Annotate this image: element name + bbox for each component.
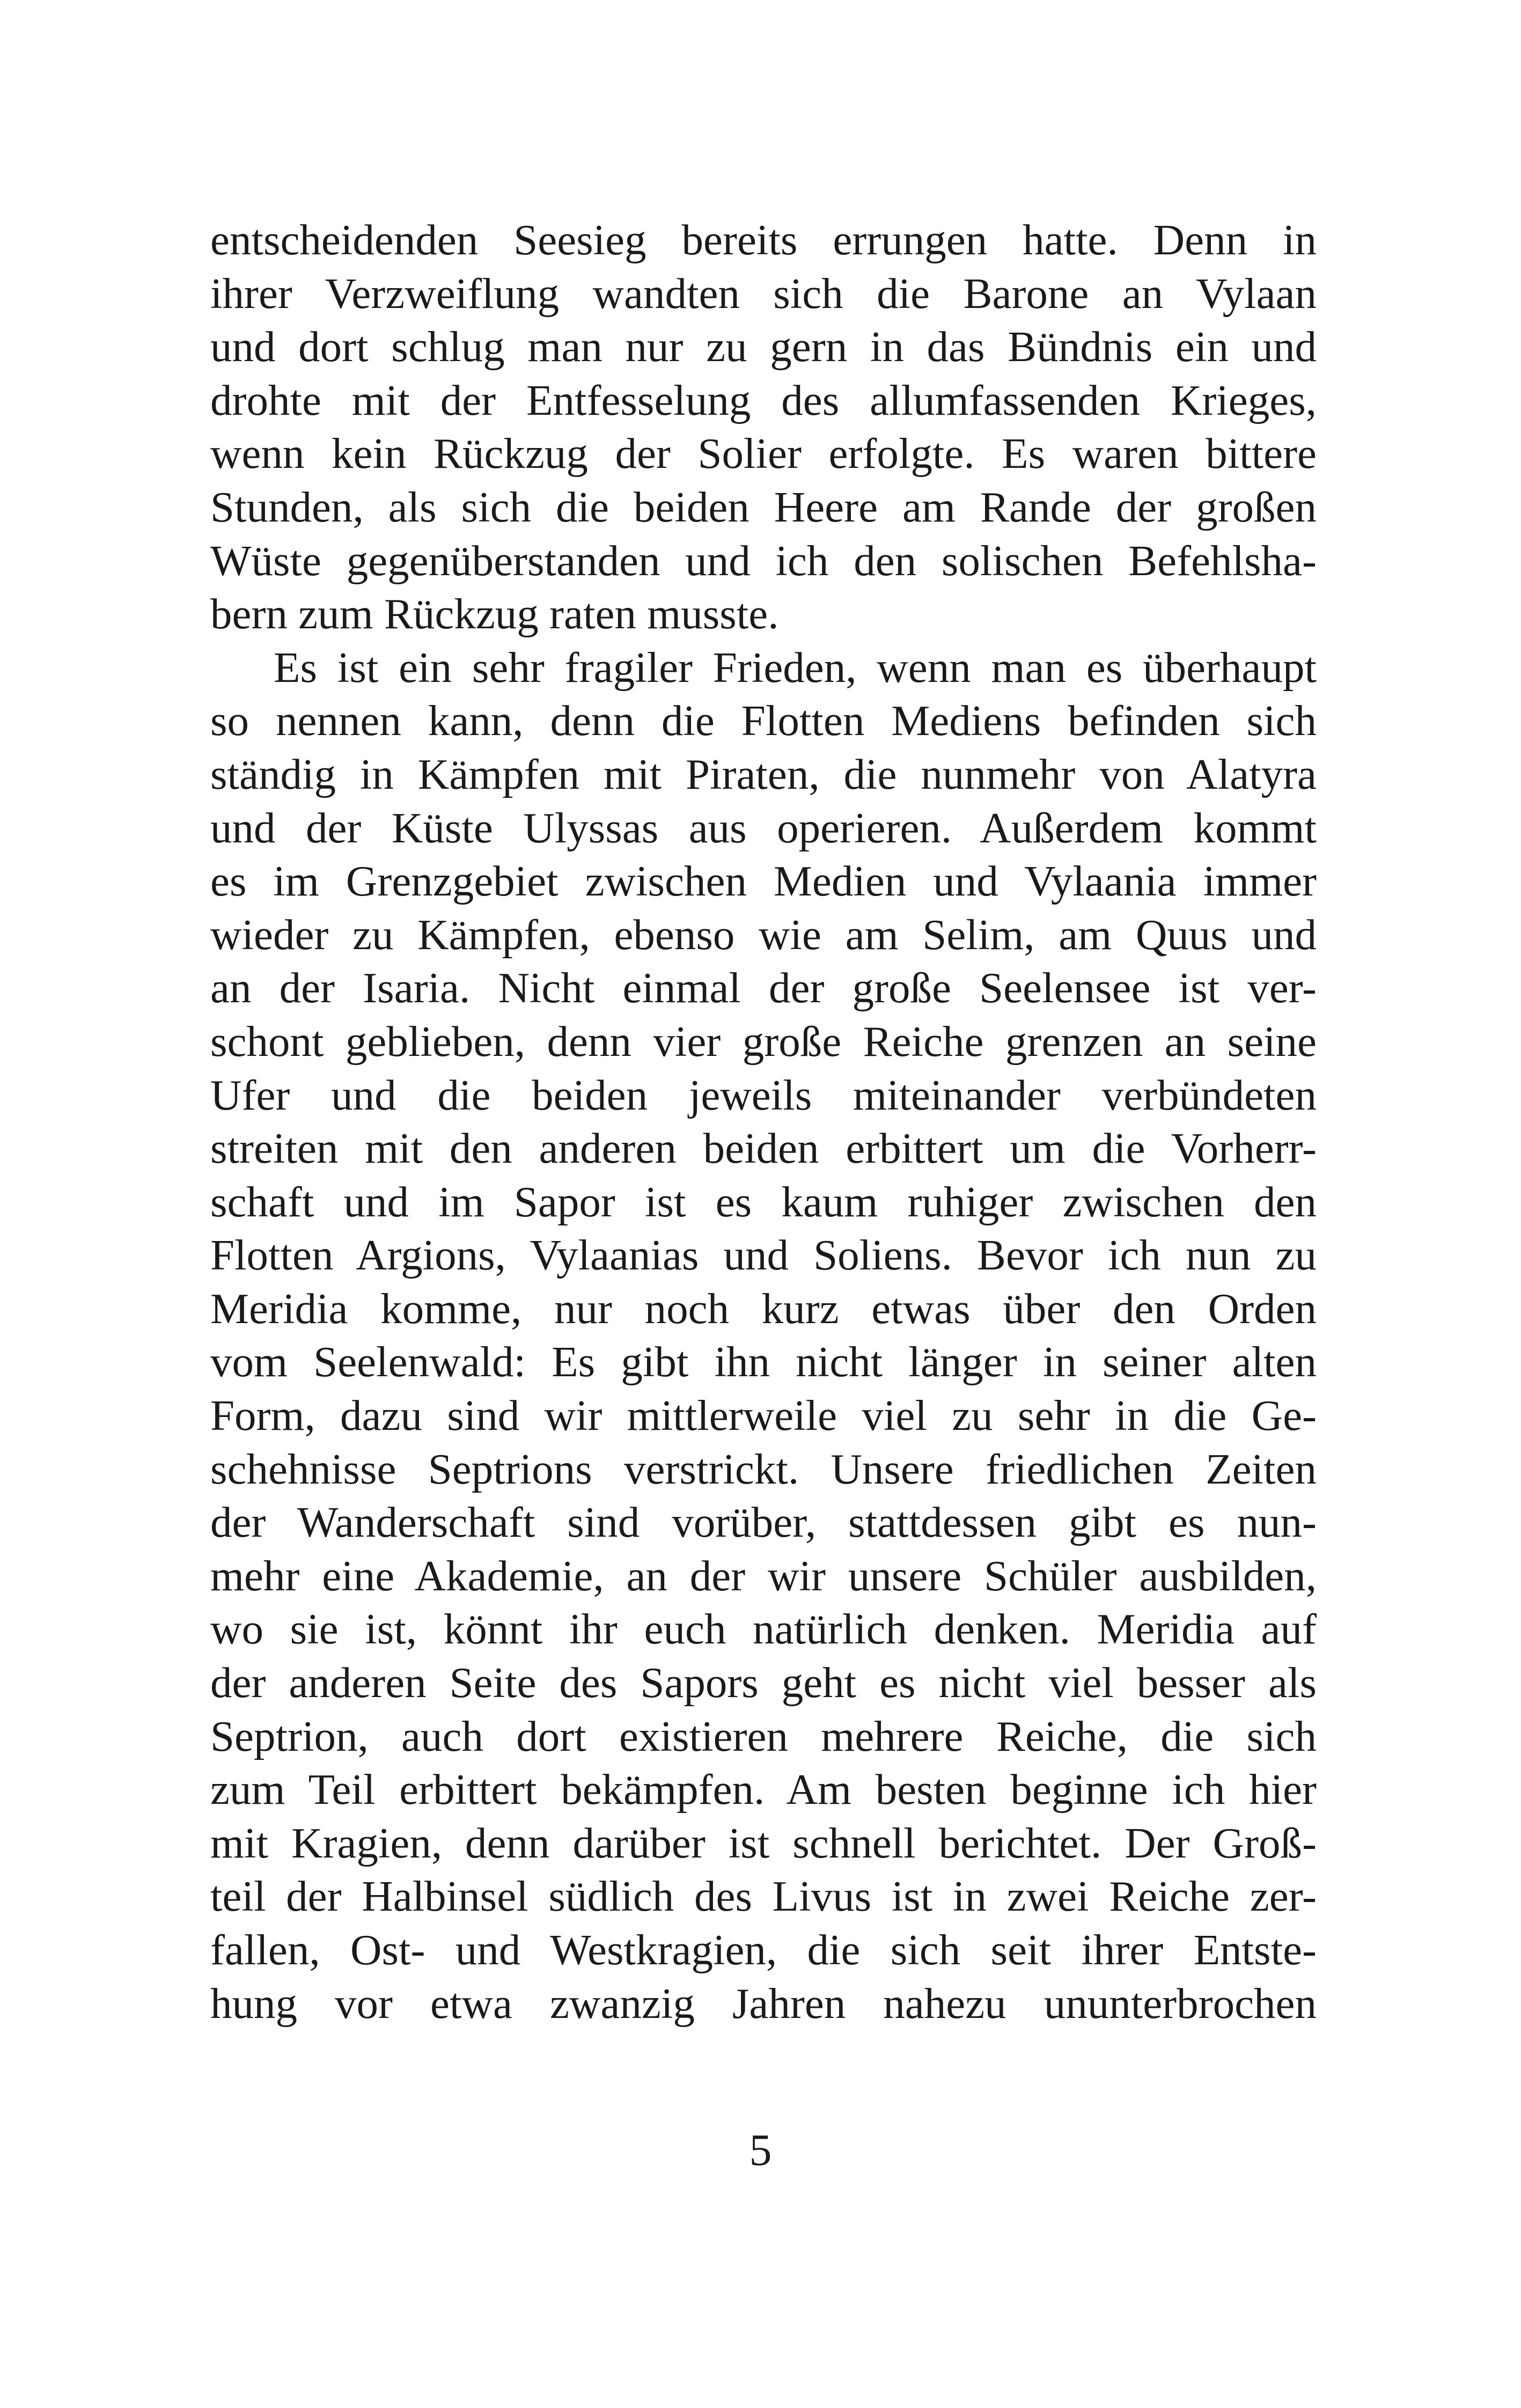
text-line: mehr eine Akademie, an der wir unsere Schüler ausbilden, xyxy=(210,1551,1317,1600)
text-line: teil der Halbinsel südlich des Livus ist in zwei Reiche zer- xyxy=(210,1872,1317,1921)
text-line: Ufer und die beiden jeweils miteinander verbündeten xyxy=(210,1070,1317,1119)
text-line: Flotten Argions, Vylaanias und Soliens. Bevor ich nun zu xyxy=(210,1231,1317,1280)
body-text xyxy=(210,214,1317,2030)
text-line: wieder zu Kämpfen, ebenso wie am Selim, am Quus und xyxy=(210,910,1317,959)
text-line: wenn kein Rückzug der Solier erfolgte. Es waren bittere xyxy=(210,429,1317,478)
text-line: wo sie ist, könnt ihr euch natürlich denken. Meridia auf xyxy=(210,1605,1317,1654)
text-line: Es ist ein sehr fragiler Frieden, wenn man es überhaupt xyxy=(274,643,1317,692)
text-line: vom Seelenwald: Es gibt ihn nicht länger in seiner alten xyxy=(210,1338,1317,1386)
text-line: es im Grenzgebiet zwischen Medien und Vylaania immer xyxy=(210,857,1317,906)
text-line: Stunden, als sich die beiden Heere am Rande der großen xyxy=(210,482,1317,531)
text-line: zum Teil erbittert bekämpfen. Am besten beginne ich hier xyxy=(210,1765,1317,1814)
text-line: der Wanderschaft sind vorüber, stattdessen gibt es nun- xyxy=(210,1498,1317,1547)
text-line: und der Küste Ulyssas aus operieren. Außerdem kommt xyxy=(210,803,1317,852)
text-line: so nennen kann, denn die Flotten Mediens befinden sich xyxy=(210,696,1317,745)
text-line: drohte mit der Entfesselung des allumfassenden Krieges, xyxy=(210,376,1317,424)
page-number: 5 xyxy=(749,2125,772,2175)
text-line: entscheidenden Seesieg bereits errungen hatte. Denn in xyxy=(210,216,1317,264)
text-line: ihrer Verzweiflung wandten sich die Barone an Vylaan xyxy=(210,269,1317,318)
text-line: Septrion, auch dort existieren mehrere Reiche, die sich xyxy=(210,1712,1317,1760)
text-line: schaft und im Sapor ist es kaum ruhiger zwischen den xyxy=(210,1177,1317,1226)
text-line: mit Kragien, denn darüber ist schnell berichtet. Der Groß- xyxy=(210,1818,1317,1867)
text-line: hung vor etwa zwanzig Jahren nahezu ununterbrochen xyxy=(210,1979,1317,2028)
text-line: streiten mit den anderen beiden erbittert um die Vorherr- xyxy=(210,1124,1317,1173)
text-line: Wüste gegenüberstanden und ich den solischen Befehlsha- xyxy=(210,536,1317,585)
text-line: ständig in Kämpfen mit Piraten, die nunmehr von Alatyra xyxy=(210,750,1317,798)
text-line: schehnisse Septrions verstrickt. Unsere friedlichen Zeiten xyxy=(210,1444,1317,1493)
text-line: der anderen Seite des Sapors geht es nicht viel besser als xyxy=(210,1658,1317,1707)
text-line: bern zum Rückzug raten musste. xyxy=(210,590,779,638)
text-line: fallen, Ost- und Westkragien, die sich seit ihrer Entste- xyxy=(210,1926,1317,1974)
text-line: Meridia komme, nur noch kurz etwas über den Orden xyxy=(210,1284,1317,1333)
text-line: und dort schlug man nur zu gern in das Bündnis ein und xyxy=(210,322,1317,371)
text-line: an der Isaria. Nicht einmal der große Seelensee ist ver- xyxy=(210,964,1317,1012)
text-line: schont geblieben, denn vier große Reiche grenzen an seine xyxy=(210,1017,1317,1066)
text-line: Form, dazu sind wir mittlerweile viel zu sehr in die Ge- xyxy=(210,1391,1317,1440)
